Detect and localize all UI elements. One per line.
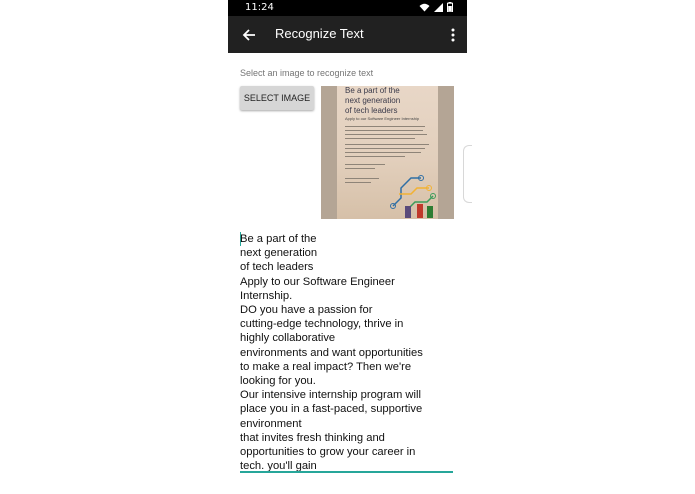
battery-icon xyxy=(447,2,453,12)
flyer-text-line xyxy=(345,148,425,149)
more-vert-icon xyxy=(451,28,455,42)
flyer-text-line xyxy=(345,164,385,165)
select-image-button[interactable]: SELECT IMAGE xyxy=(240,86,314,110)
back-button[interactable] xyxy=(236,22,262,48)
status-icons xyxy=(419,2,453,12)
flyer-text-line xyxy=(345,130,423,131)
flyer-text-line xyxy=(345,178,379,179)
edge-panel-handle[interactable] xyxy=(463,145,472,203)
flyer-text-line xyxy=(345,144,429,145)
flyer-subline: Apply to our Software Engineer Internship xyxy=(345,116,420,121)
page-title: Recognize Text xyxy=(275,26,364,41)
overflow-menu-button[interactable] xyxy=(445,22,461,48)
arrow-back-icon xyxy=(242,28,256,42)
flyer-text-line xyxy=(345,168,375,169)
flyer-photo xyxy=(337,86,438,219)
wifi-icon xyxy=(419,3,430,12)
flyer-text-line xyxy=(345,182,371,183)
flyer-text-line xyxy=(345,152,421,153)
status-time: 11:24 xyxy=(245,2,274,13)
flyer-text-line xyxy=(345,126,425,127)
flyer-text-line xyxy=(345,156,405,157)
flyer-text-line xyxy=(345,134,427,135)
circuit-graphic xyxy=(387,166,438,219)
signal-icon xyxy=(434,3,443,12)
status-bar xyxy=(228,0,467,16)
recognized-text-field[interactable]: Be a part of the next generation of tech leaders Apply to our Software Engineer Internship. DO you have a passion for cutting-edge technology, thrive in highly collaborative environments and want opportunities to make a real impact? Then we're looking for you. Our intensive internship program will place you in a fast-paced, supportive environment that invites fresh thinking and opportunities to grow your career in tech. you'll gain xyxy=(240,232,453,473)
select-image-hint: Select an image to recognize text xyxy=(240,68,374,78)
app-bar xyxy=(228,16,467,53)
flyer-text-line xyxy=(345,138,415,139)
image-preview xyxy=(321,86,454,219)
flyer-heading: Be a part of the next generation of tech leaders xyxy=(345,86,401,115)
phone-screen xyxy=(228,0,467,494)
